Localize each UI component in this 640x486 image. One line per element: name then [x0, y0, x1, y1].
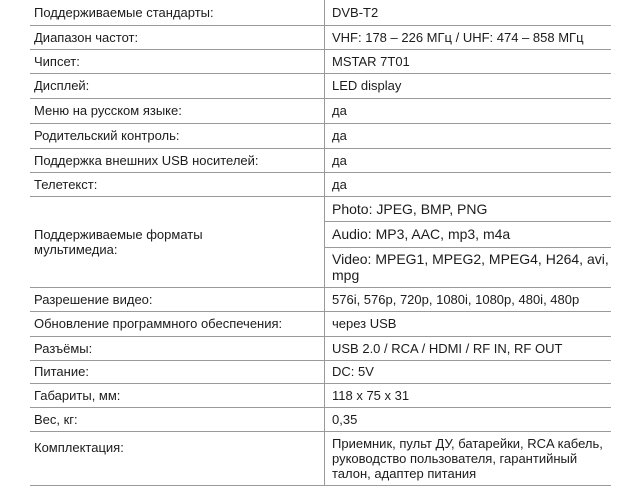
- spec-value: USB 2.0 / RCA / HDMI / RF IN, RF OUT: [325, 336, 612, 360]
- spec-label: Поддержка внешних USB носителей:: [30, 148, 325, 172]
- spec-value: да: [325, 172, 612, 196]
- spec-value: 576i, 576p, 720p, 1080i, 1080p, 480i, 480p: [325, 287, 612, 311]
- spec-label: Разъёмы:: [30, 336, 325, 360]
- spec-value-media: [325, 196, 612, 287]
- spec-label: Телетекст:: [30, 172, 325, 196]
- spec-row-software-update: [30, 311, 611, 336]
- spec-value: DC: 5V: [325, 360, 612, 383]
- spec-value: 0,35: [325, 407, 612, 431]
- spec-label: Чипсет:: [30, 49, 325, 73]
- spec-row-media-formats: [30, 196, 611, 287]
- spec-row-power: [30, 360, 611, 383]
- spec-label: Комплектация:: [30, 431, 325, 485]
- spec-value: через USB: [325, 311, 612, 336]
- spec-value: MSTAR 7T01: [325, 49, 612, 73]
- spec-row-parental-control: [30, 123, 611, 148]
- spec-label: Поддерживаемые форматы мультимедиа:: [30, 196, 325, 287]
- spec-value: DVB-T2: [325, 0, 612, 25]
- spec-row-dimensions: [30, 383, 611, 407]
- spec-label: Диапазон частот:: [30, 25, 325, 49]
- spec-label: Дисплей:: [30, 73, 325, 98]
- spec-label: Родительский контроль:: [30, 123, 325, 148]
- spec-row-frequency: [30, 25, 611, 49]
- spec-value: VHF: 178 – 226 МГц / UHF: 474 – 858 МГц: [325, 25, 612, 49]
- spec-label: Габариты, мм:: [30, 383, 325, 407]
- spec-label: Вес, кг:: [30, 407, 325, 431]
- specs-table: [30, 0, 611, 486]
- spec-row-teletext: [30, 172, 611, 196]
- spec-label: Поддерживаемые стандарты:: [30, 0, 325, 25]
- spec-row-russian-menu: [30, 98, 611, 123]
- spec-row-standards: [30, 0, 611, 25]
- spec-row-usb-support: [30, 148, 611, 172]
- spec-value: LED display: [325, 73, 612, 98]
- media-video: Video: MPEG1, MPEG2, MPEG4, H264, avi, mpg: [332, 251, 609, 283]
- media-audio: Audio: MP3, AAC, mp3, m4a: [325, 222, 611, 248]
- media-photo: Photo: JPEG, BMP, PNG: [325, 197, 611, 222]
- spec-value: 118 x 75 x 31: [325, 383, 612, 407]
- spec-label: Обновление программного обеспечения:: [30, 311, 325, 336]
- spec-value: да: [325, 98, 612, 123]
- spec-row-display: [30, 73, 611, 98]
- spec-label: Разрешение видео:: [30, 287, 325, 311]
- spec-row-video-resolution: [30, 287, 611, 311]
- spec-value: да: [325, 123, 612, 148]
- spec-row-package-contents: [30, 431, 611, 485]
- spec-row-chipset: [30, 49, 611, 73]
- spec-row-connectors: [30, 336, 611, 360]
- spec-value: да: [325, 148, 612, 172]
- spec-value: Приемник, пульт ДУ, батарейки, RCA кабель, руководство пользователя, гарантийный талон, адаптер питания: [325, 431, 612, 485]
- spec-label: Меню на русском языке:: [30, 98, 325, 123]
- spec-label: Питание:: [30, 360, 325, 383]
- spec-row-weight: [30, 407, 611, 431]
